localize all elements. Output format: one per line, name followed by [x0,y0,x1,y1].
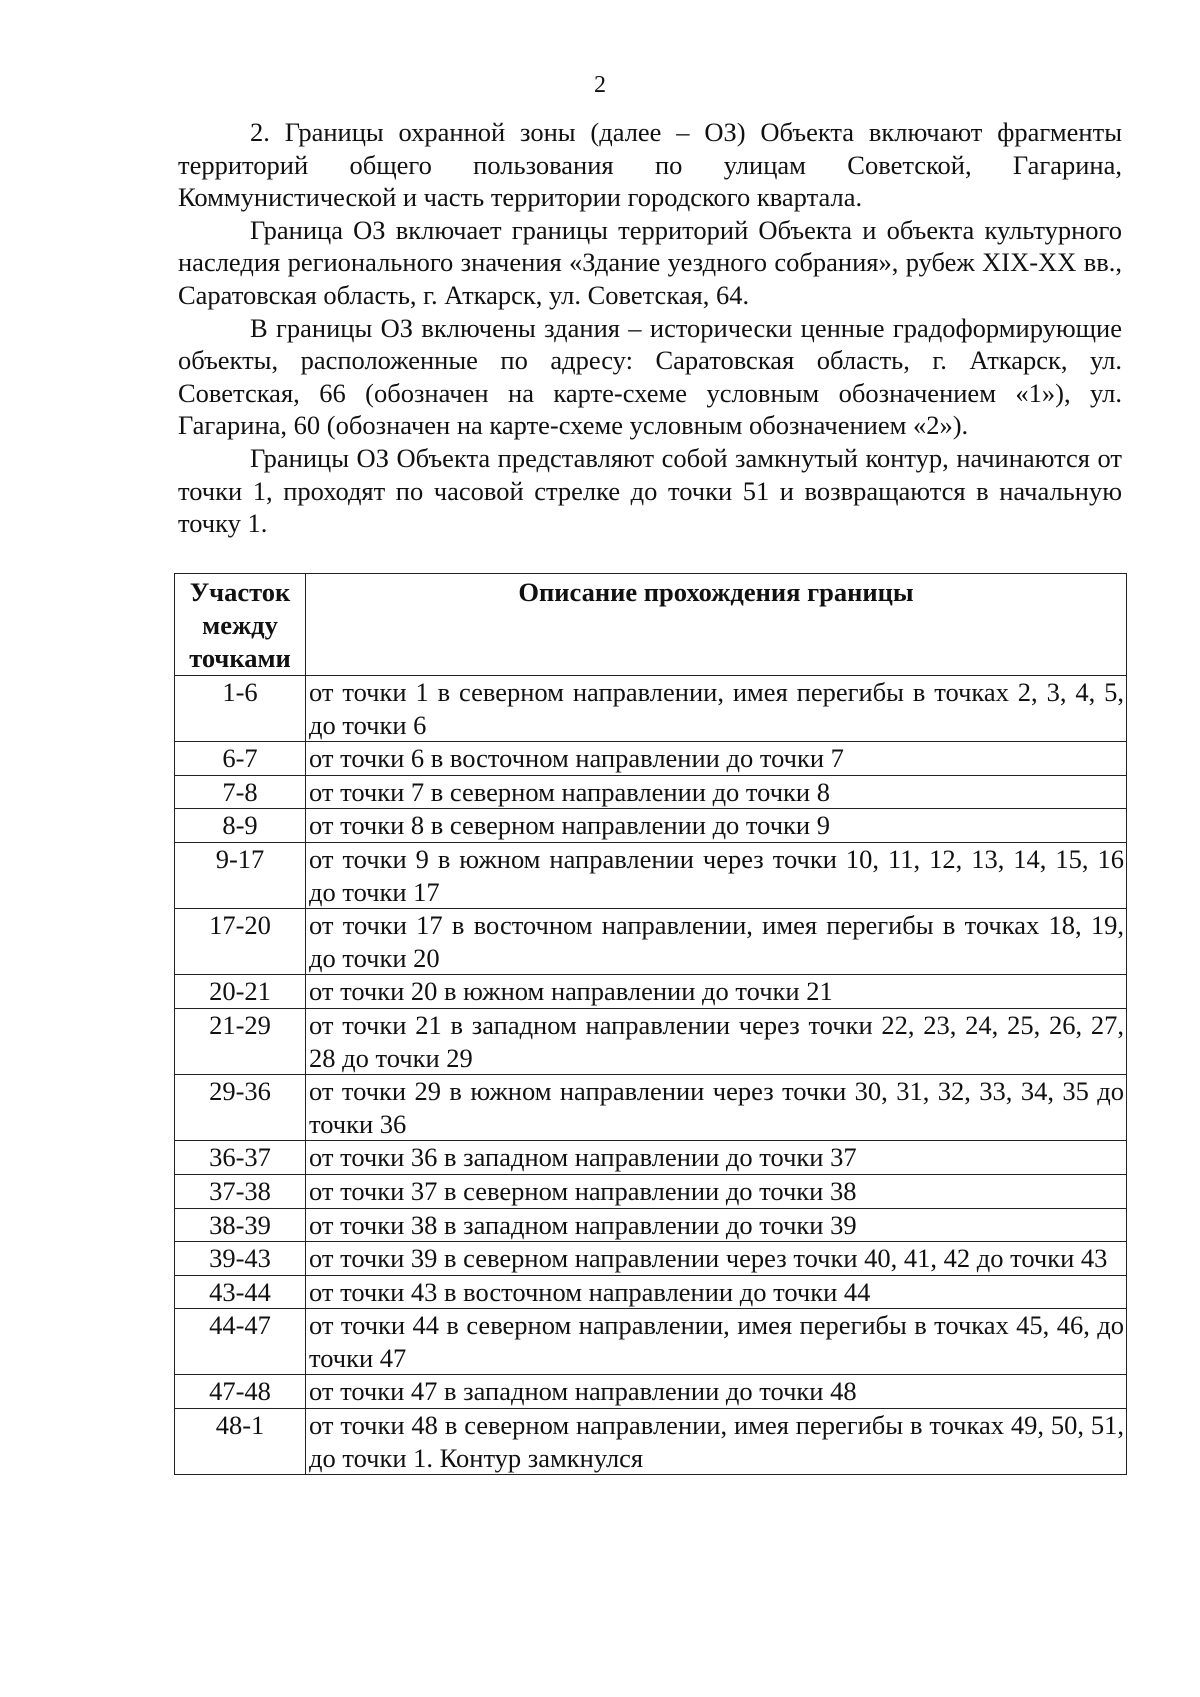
table-row [175,775,1127,809]
description-cell: от точки 6 в восточном направлении до точки 7 [306,742,1127,776]
description-cell: от точки 17 в восточном направлении, имея перегибы в точках 18, 19, до точки 20 [306,909,1127,975]
boundary-table [174,573,1127,1475]
table-row [175,1141,1127,1175]
description-cell: от точки 1 в северном направлении, имея перегибы в точках 2, 3, 4, 5, до точки 6 [306,676,1127,742]
table-row [175,742,1127,776]
segment-cell: 29-36 [175,1075,306,1141]
segment-cell: 39-43 [175,1242,306,1276]
segment-cell: 43-44 [175,1275,306,1309]
description-cell: от точки 37 в северном направлении до точки 38 [306,1174,1127,1208]
table-row [175,809,1127,843]
segment-cell: 20-21 [175,975,306,1009]
segment-cell: 8-9 [175,809,306,843]
table-row [175,1008,1127,1074]
description-cell: от точки 8 в северном направлении до точки 9 [306,809,1127,843]
paragraph-contour: Границы ОЗ Объекта представляют собой замкнутый контур, начинаются от точки 1, проходят по часовой стрелке до точки 51 и возвращаются в начальную точку 1. [178,442,1122,539]
table-row [175,1309,1127,1375]
document-body [178,116,1122,540]
table-row [175,1174,1127,1208]
description-cell: от точки 44 в северном направлении, имея перегибы в точках 45, 46, до точки 47 [306,1309,1127,1375]
description-cell: от точки 48 в северном направлении, имея перегибы в точках 49, 50, 51, до точки 1. Контур замкнулся [306,1409,1127,1475]
column-header-description: Описание прохождения границы [306,574,1127,676]
segment-cell: 36-37 [175,1141,306,1175]
table-row [175,676,1127,742]
description-cell: от точки 47 в западном направлении до точки 48 [306,1375,1127,1409]
segment-cell: 47-48 [175,1375,306,1409]
table-row [175,1208,1127,1242]
paragraph-zone-includes: Граница ОЗ включает границы территорий Объекта и объекта культурного наследия регионального значения «Здание уездного собрания», рубеж XIX-XX вв., Саратовская область, г. Аткарск, ул. Советская, 64. [178,214,1122,310]
segment-cell: 7-8 [175,775,306,809]
segment-cell: 17-20 [175,909,306,975]
table-row [175,1242,1127,1276]
table-row [175,975,1127,1009]
description-cell: от точки 36 в западном направлении до точки 37 [306,1141,1127,1175]
paragraph-zone-boundaries: 2. Границы охранной зоны (далее – ОЗ) Объекта включают фрагменты территорий общего пользования по улицам Советской, Гагарина, Коммунистической и часть территории городского квартала. [178,117,1122,213]
table-row [175,1075,1127,1141]
column-header-segment: Участок между точками [175,574,306,676]
segment-cell: 37-38 [175,1174,306,1208]
segment-cell: 21-29 [175,1008,306,1074]
page-number: 2 [594,72,606,98]
table-row [175,1409,1127,1475]
description-cell: от точки 21 в западном направлении через точки 22, 23, 24, 25, 26, 27, 28 до точки 29 [306,1008,1127,1074]
segment-cell: 48-1 [175,1409,306,1475]
table-row [175,842,1127,908]
paragraph-included-buildings: В границы ОЗ включены здания – исторически ценные градоформирующие объекты, расположенные по адресу: Саратовская область, г. Аткарск, ул. Советская, 66 (обозначен на карте-схеме условным обозначением «1»), ул. Гагарина, 60 (обозначен на карте-схеме условным обозначением «2»). [178,312,1122,441]
description-cell: от точки 29 в южном направлении через точки 30, 31, 32, 33, 34, 35 до точки 36 [306,1075,1127,1141]
description-cell: от точки 9 в южном направлении через точки 10, 11, 12, 13, 14, 15, 16 до точки 17 [306,842,1127,908]
table-row [175,1375,1127,1409]
description-cell: от точки 39 в северном направлении через точки 40, 41, 42 до точки 43 [306,1242,1127,1276]
description-cell: от точки 7 в северном направлении до точки 8 [306,775,1127,809]
segment-cell: 9-17 [175,842,306,908]
segment-cell: 38-39 [175,1208,306,1242]
table-header-row [175,574,1127,676]
description-cell: от точки 20 в южном направлении до точки 21 [306,975,1127,1009]
table-row [175,909,1127,975]
table-row [175,1275,1127,1309]
description-cell: от точки 38 в западном направлении до точки 39 [306,1208,1127,1242]
segment-cell: 1-6 [175,676,306,742]
segment-cell: 44-47 [175,1309,306,1375]
description-cell: от точки 43 в восточном направлении до точки 44 [306,1275,1127,1309]
segment-cell: 6-7 [175,742,306,776]
